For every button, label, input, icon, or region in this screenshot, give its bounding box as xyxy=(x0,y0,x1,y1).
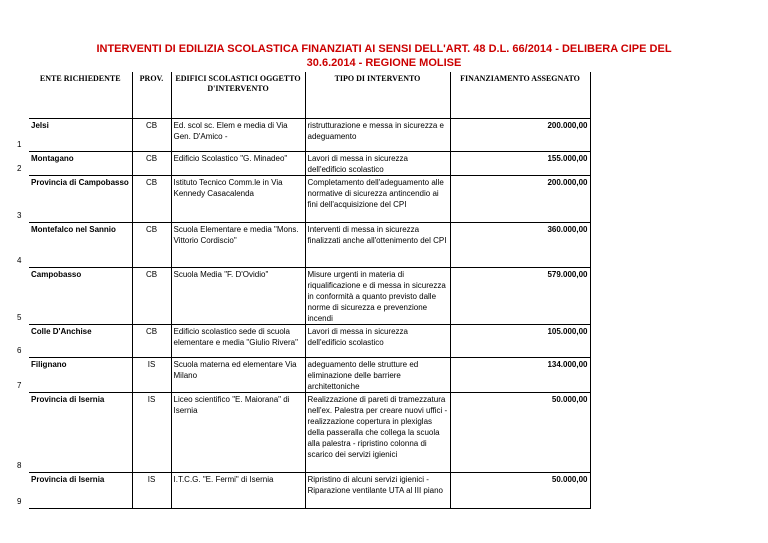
ente-cell: Colle D'Anchise xyxy=(29,324,132,357)
edificio-cell: Liceo scientifico "E. Maiorana" di Isernia xyxy=(171,392,305,472)
tipo-cell: Lavori di messa in sicurezza dell'edificio scolastico xyxy=(305,324,450,357)
tipo-cell: Lavori di messa in sicurezza dell'edificio scolastico xyxy=(305,151,450,175)
tipo-cell: Completamento dell'adeguamento alle normative di sicurezza antincendio ai fini dell'acquisizione del CPI xyxy=(305,175,450,222)
row-number: 3 xyxy=(17,211,22,220)
row-number: 8 xyxy=(17,461,22,470)
finanziamento-cell: 105.000,00 xyxy=(450,324,590,357)
edificio-cell: Scuola materna ed elementare Via Milano xyxy=(171,357,305,392)
header-num xyxy=(17,72,29,118)
table-row xyxy=(17,222,590,267)
table-row xyxy=(17,118,590,151)
ente-cell: Montagano xyxy=(29,151,132,175)
row-number: 2 xyxy=(17,164,22,173)
edificio-cell: I.T.C.G. "E. Fermi" di Isernia xyxy=(171,472,305,508)
edificio-cell: Scuola Elementare e media "Mons. Vittorio Cordiscio" xyxy=(171,222,305,267)
prov-cell: CB xyxy=(132,118,171,151)
tipo-cell: Misure urgenti in materia di riqualificazione e di messa in sicurezza in conformità a quanto previsto dalle norme di sicurezza e prevenzione incendi xyxy=(305,267,450,324)
row-number: 4 xyxy=(17,256,22,265)
tipo-cell: Interventi di messa in sicurezza finalizzati anche all'ottenimento del CPI xyxy=(305,222,450,267)
header-tipo: TIPO DI INTERVENTO xyxy=(305,72,450,118)
header-prov: PROV. xyxy=(132,72,171,118)
page-title-line-1: INTERVENTI DI EDILIZIA SCOLASTICA FINANZIATI AI SENSI DELL'ART. 48 D.L. 66/2014 - DELIBERA CIPE DEL xyxy=(96,43,672,55)
finanziamento-cell: 579.000,00 xyxy=(450,267,590,324)
row-number: 9 xyxy=(17,497,22,506)
table-row xyxy=(17,267,590,324)
interventi-table xyxy=(17,72,591,509)
ente-cell: Provincia di Campobasso xyxy=(29,175,132,222)
finanziamento-cell: 155.000,00 xyxy=(450,151,590,175)
prov-cell: CB xyxy=(132,151,171,175)
finanziamento-cell: 50.000,00 xyxy=(450,472,590,508)
edificio-cell: Scuola Media "F. D'Ovidio" xyxy=(171,267,305,324)
prov-cell: CB xyxy=(132,267,171,324)
prov-cell: IS xyxy=(132,392,171,472)
table-header-row xyxy=(17,72,590,118)
prov-cell: CB xyxy=(132,324,171,357)
prov-cell: CB xyxy=(132,222,171,267)
finanziamento-cell: 200.000,00 xyxy=(450,118,590,151)
row-number: 5 xyxy=(17,313,22,322)
ente-cell: Filignano xyxy=(29,357,132,392)
row-number: 1 xyxy=(17,140,22,149)
finanziamento-cell: 200.000,00 xyxy=(450,175,590,222)
finanziamento-cell: 134.000,00 xyxy=(450,357,590,392)
ente-cell: Jelsi xyxy=(29,118,132,151)
prov-cell: CB xyxy=(132,175,171,222)
row-number: 6 xyxy=(17,346,22,355)
page-title-line-2: 30.6.2014 - REGIONE MOLISE xyxy=(306,57,462,69)
tipo-cell: Realizzazione di pareti di tramezzatura nell'ex. Palestra per creare nuovi uffici - realizzazione copertura in plexiglas della passeralla che collega la scuola alla palestra - ripristino colonna di scarico dei servizi igienici xyxy=(305,392,450,472)
ente-cell: Campobasso xyxy=(29,267,132,324)
ente-cell: Provincia di Isernia xyxy=(29,392,132,472)
tipo-cell: adeguamento delle strutture ed eliminazione delle barriere architettoniche xyxy=(305,357,450,392)
prov-cell: IS xyxy=(132,472,171,508)
ente-cell: Provincia di Isernia xyxy=(29,472,132,508)
table-row xyxy=(17,151,590,175)
ente-cell: Montefalco nel Sannio xyxy=(29,222,132,267)
edificio-cell: Ed. scol sc. Elem e media di Via Gen. D'Amico - xyxy=(171,118,305,151)
row-number: 7 xyxy=(17,381,22,390)
table-row xyxy=(17,357,590,392)
header-finanziamento: FINANZIAMENTO ASSEGNATO xyxy=(450,72,590,118)
table-row xyxy=(17,392,590,472)
tipo-cell: Ripristino di alcuni servizi igienici - Riparazione ventilante UTA al III piano xyxy=(305,472,450,508)
header-edifici: EDIFICI SCOLASTICI OGGETTO D'INTERVENTO xyxy=(171,72,305,118)
prov-cell: IS xyxy=(132,357,171,392)
edificio-cell: Istituto Tecnico Comm.le in Via Kennedy Casacalenda xyxy=(171,175,305,222)
finanziamento-cell: 50.000,00 xyxy=(450,392,590,472)
table-row xyxy=(17,324,590,357)
finanziamento-cell: 360.000,00 xyxy=(450,222,590,267)
table-row xyxy=(17,472,590,508)
table-row xyxy=(17,175,590,222)
edificio-cell: Edificio scolastico sede di scuola elementare e media "Giulio Rivera" xyxy=(171,324,305,357)
header-ente: ENTE RICHIEDENTE xyxy=(29,72,132,118)
tipo-cell: ristrutturazione e messa in sicurezza e adeguamento xyxy=(305,118,450,151)
edificio-cell: Edificio Scolastico "G. Minadeo" xyxy=(171,151,305,175)
